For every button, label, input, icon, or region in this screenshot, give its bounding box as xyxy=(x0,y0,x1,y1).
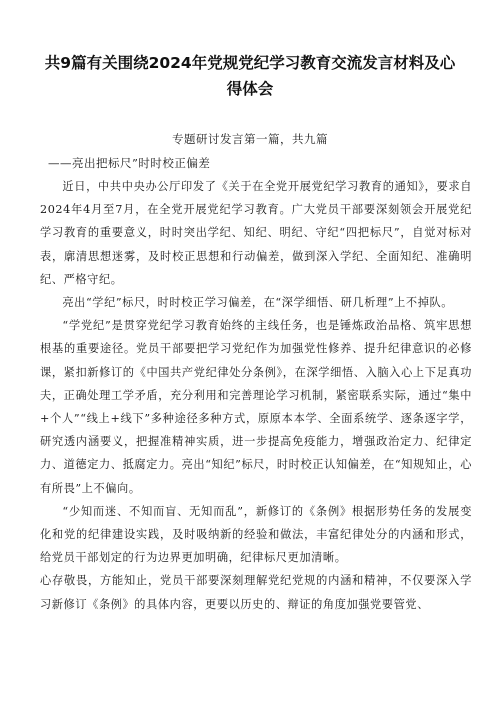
document-body xyxy=(40,175,472,616)
document-title: 共9篇有关围绕2024年党规党纪学习教育交流发言材料及心得体会 xyxy=(44,54,456,98)
body-paragraph: 近日，中共中央办公厅印发了《关于在全党开展党纪学习教育的通知》，要求自2024年4月至7月，在全党开展党纪学习教育。广大党员干部要深刻领会开展党纪学习教育的重要意义，时时突出学纪、知纪、明纪、守纪“四把标尺”，自觉对标对表，廓清思想迷雾，及时校正思想和行动偏差，做到深入学纪、全面知纪、准确明纪、严格守纪。 xyxy=(40,180,472,286)
body-paragraph: “少知而迷、不知而盲、无知而乱”，新修订的《条例》根据形势任务的发展变化和党的纪律建设实践，及时吸纳新的经验和做法，丰富纪律处分的内涵和形式，给党员干部划定的行为边界更加明确，纪律标尺更加清晰。 xyxy=(40,504,472,565)
body-paragraph: 亮出“学纪”标尺，时时校正学习偏差，在“深学细悟、研几析理”上不掉队。 xyxy=(62,296,454,310)
body-paragraph: “学党纪”是贯穿党纪学习教育始终的主线任务，也是锤炼政治品格、筑牢思想根基的重要途径。党员干部要把学习党纪作为加强党性修养、提升纪律意识的必修课，紧扣新修订的《中国共产党纪律处分条例》，在深学细悟、入脑入心上下足真功夫，正确处理工学矛盾，充分利用和完善理论学习机制，紧密联系实际，通过“集中+个人”“线上+线下”多种途径多种方式，原原本本学、全面系统学、逐条逐字学，研究透内涵要义，把握准精神实质，进一步提高免疫能力，增强政治定力、纪律定力、道德定力、抵腐定力。亮出“知纪”标尺，时时校正认知偏差，在“知规知止，心有所畏”上不偏向。 xyxy=(40,319,472,495)
section-heading: 专题研讨发言第一篇，共九篇 xyxy=(172,132,328,146)
body-paragraph: 心存敬畏，方能知止，党员干部要深刻理解党纪党规的内涵和精神，不仅要深入学习新修订《条例》的具体内容，更要以历史的、辩证的角度加强党要管党、 xyxy=(40,574,472,611)
section-subheading: ——亮出把标尺”时时校正偏差 xyxy=(48,156,211,170)
